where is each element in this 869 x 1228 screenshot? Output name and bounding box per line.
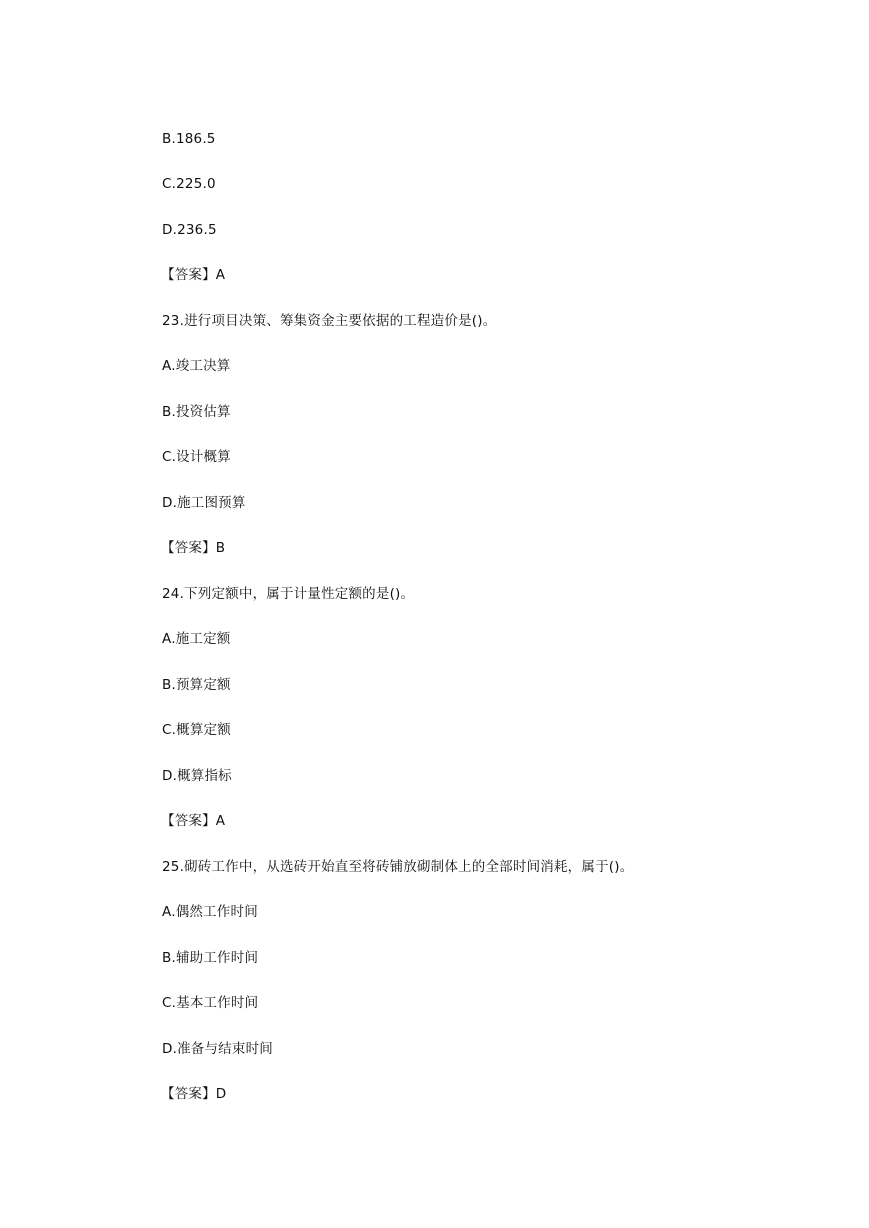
- option-b-q24: B.预算定额: [162, 677, 231, 693]
- option-b-q23: B.投资估算: [162, 404, 231, 420]
- option-c-q25: C.基本工作时间: [162, 995, 259, 1011]
- option-c-q23: C.设计概算: [162, 449, 231, 465]
- question-24: 24.下列定额中，属于计量性定额的是()。: [162, 586, 415, 602]
- question-23: 23.进行项目决策、筹集资金主要依据的工程造价是()。: [162, 313, 497, 329]
- option-a-q24: A.施工定额: [162, 631, 231, 647]
- answer-q22: 【答案】A: [161, 267, 226, 283]
- option-a-q25: A.偶然工作时间: [162, 904, 258, 920]
- answer-q24: 【答案】A: [161, 813, 226, 829]
- question-25: 25.砌砖工作中，从选砖开始直至将砖铺放砌制体上的全部时间消耗，属于()。: [162, 859, 634, 875]
- option-d-q22: D.236.5: [162, 222, 217, 238]
- option-c-q22: C.225.0: [162, 176, 216, 192]
- option-d-q25: D.准备与结束时间: [162, 1041, 273, 1057]
- answer-q23: 【答案】B: [161, 540, 226, 556]
- answer-q25: 【答案】D: [161, 1086, 227, 1102]
- option-a-q23: A.竣工决算: [162, 358, 231, 374]
- option-c-q24: C.概算定额: [162, 722, 231, 738]
- option-b-q25: B.辅助工作时间: [162, 950, 259, 966]
- option-d-q23: D.施工图预算: [162, 495, 246, 511]
- option-b-q22: B.186.5: [162, 131, 216, 147]
- option-d-q24: D.概算指标: [162, 768, 232, 784]
